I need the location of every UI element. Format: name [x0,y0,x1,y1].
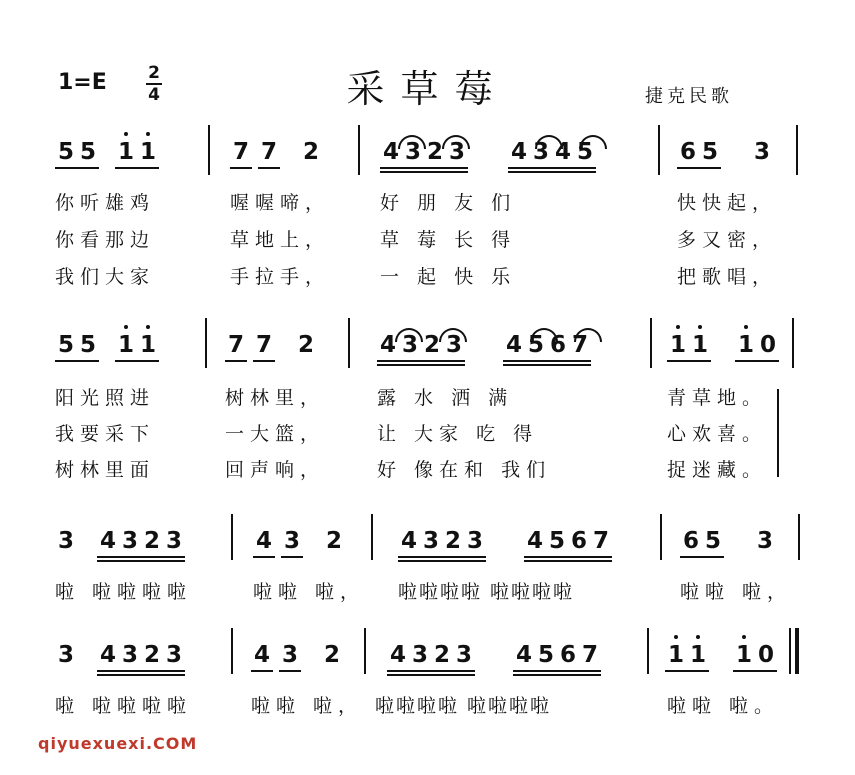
note: 3 [464,528,486,558]
note: 1 [137,332,159,362]
note: 2 [325,528,342,554]
lyric: 我要采下 [55,423,156,445]
note: 6 [680,528,702,558]
lyric: 树林里， [225,387,326,409]
lyric: 一 起 快 乐 [380,266,517,288]
note: 4 [253,528,275,558]
note: 2 [421,332,443,362]
time-signature-bottom: 4 [148,85,160,105]
note: 1 [115,332,137,362]
note: 4 [398,528,420,558]
measure-11 [398,528,612,558]
note: 5 [699,139,721,169]
staff-row-2 [55,318,800,378]
note: 3 [279,642,301,672]
note: 1 [687,642,709,672]
note: 4 [251,642,273,672]
note: 5 [702,528,724,558]
note: 3 [446,139,468,169]
lyric: 露 水 洒 满 [377,387,514,409]
lyric: 青草地。 [667,387,768,409]
note: 7 [590,528,612,558]
note: 1 [735,332,757,362]
note: 3 [163,528,185,558]
note: 4 [97,528,119,558]
key-signature: 1=E [58,70,107,95]
note: 6 [547,332,569,362]
note: 7 [225,332,247,362]
note: 7 [230,139,252,169]
staff-row-1 [55,125,800,185]
note: 4 [97,642,119,672]
note: 3 [453,642,475,672]
measure-4 [677,139,773,169]
lyric: 啦 啦啦啦啦 [55,695,193,717]
note: 1 [733,642,755,672]
lyric: 草 莓 长 得 [380,229,517,251]
note: 5 [535,642,557,672]
note: 3 [443,332,465,362]
note: 4 [552,139,574,169]
lyric: 捉迷藏。 [667,459,768,481]
note: 3 [420,528,442,558]
measure-10 [253,528,345,558]
note: 1 [115,139,137,169]
measure-3 [380,139,596,169]
measure-13 [55,642,185,672]
measure-15 [387,642,601,672]
note: 7 [579,642,601,672]
lyric: 啦 啦啦啦啦 [55,581,193,603]
time-signature [146,64,162,104]
note: 3 [281,528,303,558]
note: 2 [297,332,314,358]
measure-5 [55,332,159,362]
note: 1 [137,139,159,169]
note: 5 [525,332,547,362]
lyric: 一大篮， [225,423,326,445]
note: 3 [119,642,141,672]
note: 3 [163,642,185,672]
lyric: 草地上， [230,229,331,251]
note: 2 [302,139,319,165]
note: 6 [568,528,590,558]
note: 5 [55,139,77,169]
site-watermark: qiyuexuexi.COM [38,734,198,753]
note: 5 [55,332,77,362]
note: 3 [119,528,141,558]
measure-12 [680,528,776,558]
lyric: 啦啦啦啦 啦啦啦啦 [398,581,575,603]
lyric: 你看那边 [55,229,156,251]
note: 4 [377,332,399,362]
note: 5 [574,139,596,169]
note: 1 [665,642,687,672]
lyric: 喔喔啼， [230,192,331,214]
measure-14 [251,642,343,672]
lyric: 好 朋 友 们 [380,192,517,214]
lyric: 快快起， [677,192,778,214]
measure-16 [665,642,777,672]
note: 0 [755,642,777,672]
note: 2 [323,642,340,668]
song-attribution: 捷克民歌 [645,86,733,107]
note: 2 [141,528,163,558]
measure-8 [667,332,779,362]
note: 3 [399,332,421,362]
lyric: 我们大家 [55,266,156,288]
note: 4 [380,139,402,169]
lyric: 好 像在和 我们 [377,459,552,481]
note: 2 [442,528,464,558]
lyric: 让 大家 吃 得 [377,423,539,445]
staff-row-4 [55,628,800,688]
note: 3 [756,528,773,554]
measure-9 [55,528,185,558]
note: 6 [677,139,699,169]
note: 3 [530,139,552,169]
lyric: 树林里面 [55,459,156,481]
song-title: 采草莓 [346,67,509,111]
lyric: 啦啦 啦， [253,581,366,603]
note: 3 [402,139,424,169]
note: 3 [57,528,74,554]
lyric: 啦啦 啦， [251,695,364,717]
note: 2 [424,139,446,169]
note: 5 [77,332,99,362]
note: 7 [569,332,591,362]
note: 4 [524,528,546,558]
note: 4 [503,332,525,362]
staff-row-3 [55,514,800,574]
note: 7 [253,332,275,362]
measure-7 [377,332,591,362]
measure-2 [230,139,322,169]
time-signature-top: 2 [148,63,160,83]
lyric: 啦啦 啦， [680,581,793,603]
lyric: 啦啦 啦。 [667,695,780,717]
note: 5 [546,528,568,558]
lyric: 回声响， [225,459,326,481]
note: 0 [757,332,779,362]
note: 1 [689,332,711,362]
note: 2 [431,642,453,672]
note: 4 [387,642,409,672]
lyric: 手拉手， [230,266,331,288]
measure-6 [225,332,317,362]
note: 4 [513,642,535,672]
lyric: 啦啦啦啦 啦啦啦啦 [375,695,552,717]
note: 7 [258,139,280,169]
lyric: 多又密， [677,229,778,251]
note: 2 [141,642,163,672]
lyric: 你听雄鸡 [55,192,156,214]
note: 3 [753,139,770,165]
note: 3 [409,642,431,672]
note: 5 [77,139,99,169]
note: 3 [57,642,74,668]
measure-1 [55,139,159,169]
note: 1 [667,332,689,362]
lyric: 心欢喜。 [667,423,768,445]
lyric: 把歌唱， [677,266,778,288]
note: 6 [557,642,579,672]
note: 4 [508,139,530,169]
lyric: 阳光照进 [55,387,156,409]
